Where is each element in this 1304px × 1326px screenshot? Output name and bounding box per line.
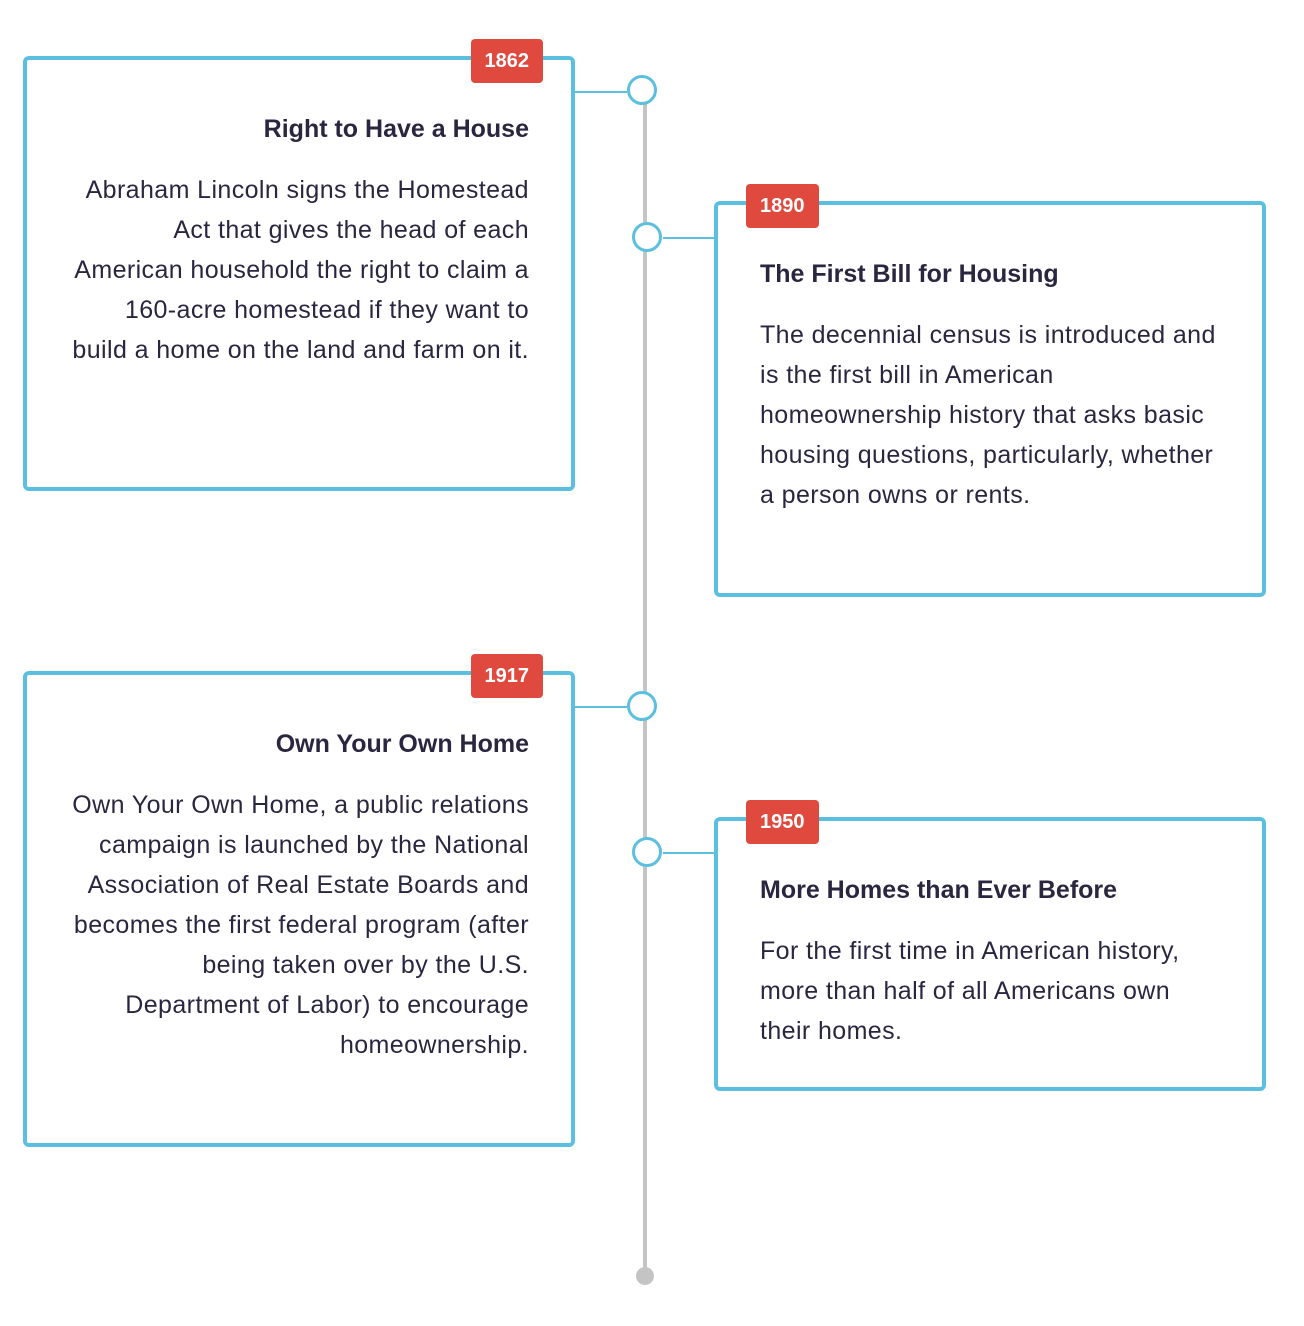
- year-badge: 1950: [746, 800, 819, 844]
- timeline-axis: [643, 92, 647, 1276]
- connector-1950: [663, 852, 714, 854]
- event-description: Own Your Own Home, a public relations campaign is launched by the National Association of Real Estate Boards and becomes the first federal program (after being taken over by the U.S. Department of Labor) to encourage homeownership.: [72, 791, 529, 1059]
- event-description: Abraham Lincoln signs the Homestead Act that gives the head of each American household the right to claim a 160-acre homestead if they want to build a home on the land and farm on it.: [72, 176, 529, 364]
- timeline-node-1890: [632, 222, 662, 252]
- timeline-node-1917: [627, 691, 657, 721]
- event-title: Right to Have a House: [263, 115, 529, 143]
- timeline-end-dot: [636, 1267, 654, 1285]
- event-card-1890: [714, 195, 1266, 597]
- connector-1862: [575, 91, 627, 93]
- year-badge: 1917: [471, 654, 544, 698]
- event-card-1950: [714, 811, 1266, 1091]
- connector-1890: [663, 237, 714, 239]
- timeline-node-1862: [627, 75, 657, 105]
- timeline-node-1950: [632, 837, 662, 867]
- event-title: Own Your Own Home: [275, 730, 529, 758]
- connector-1917: [575, 706, 627, 708]
- event-title: More Homes than Ever Before: [760, 876, 1118, 904]
- year-badge: 1862: [471, 39, 544, 83]
- year-badge: 1890: [746, 184, 819, 228]
- event-description: For the first time in American history, more than half of all Americans own their homes.: [760, 937, 1180, 1045]
- event-card-1862: [23, 50, 575, 491]
- event-card-1917: [23, 665, 575, 1147]
- event-description: The decennial census is introduced and is the first bill in American homeownership history that asks basic housing questions, particularly, whether a person owns or rents.: [760, 321, 1216, 509]
- event-title: The First Bill for Housing: [760, 260, 1059, 288]
